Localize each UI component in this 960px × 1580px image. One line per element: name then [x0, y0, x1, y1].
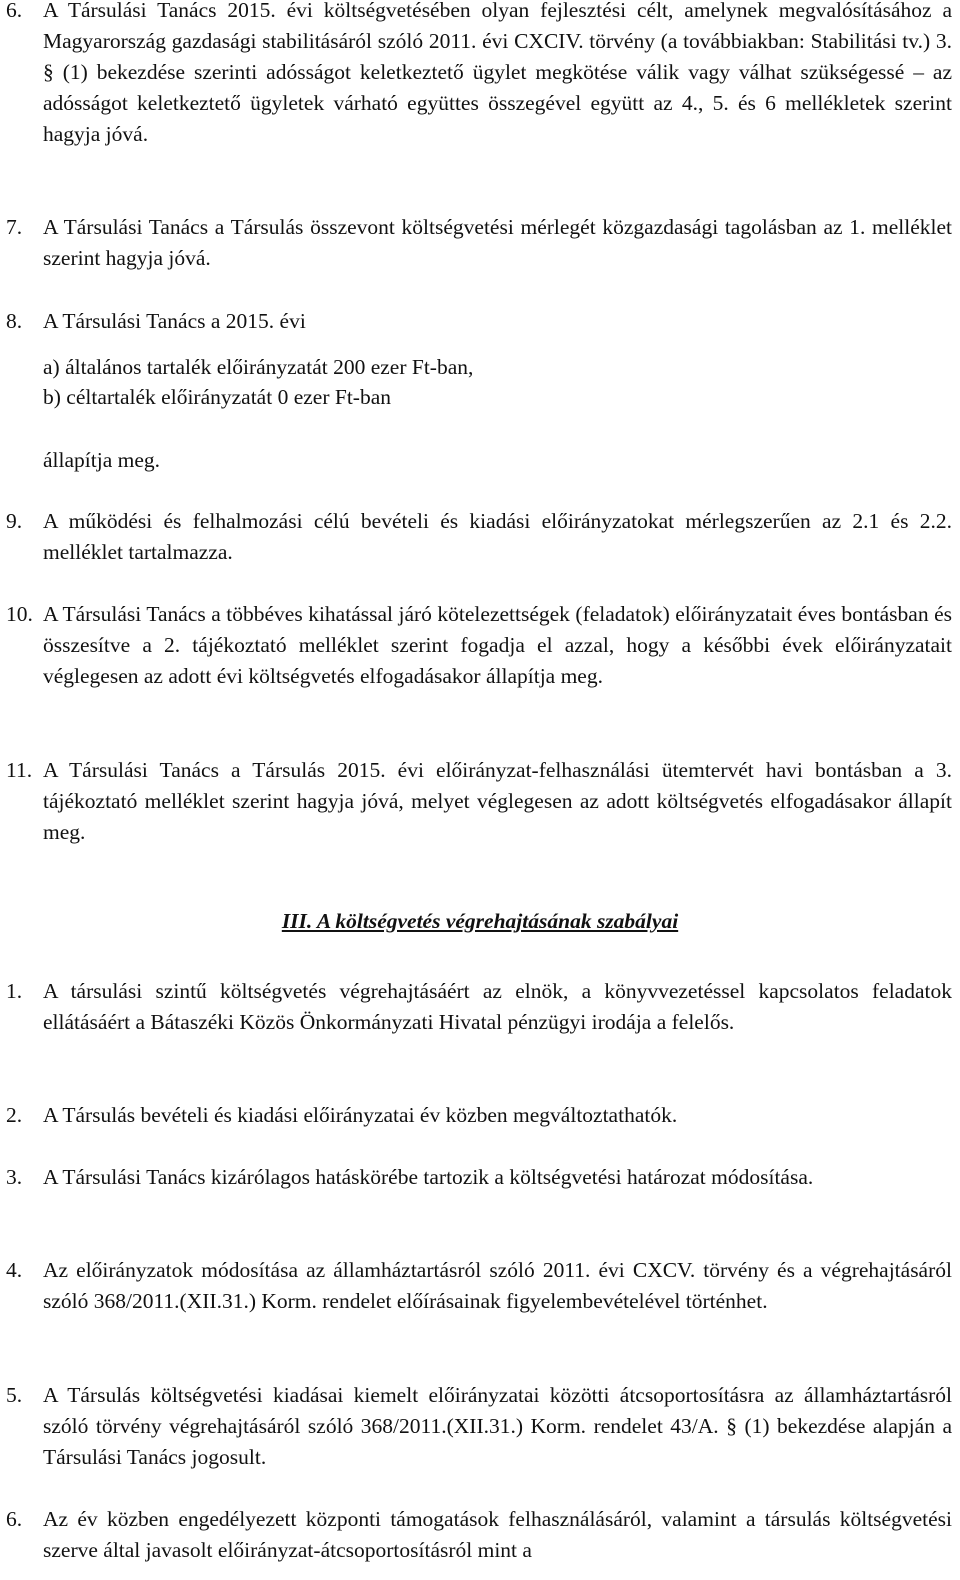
paragraph-number: 7. [6, 215, 23, 239]
paragraph-number: 6. [6, 0, 23, 22]
paragraph-text: A Társulás költségvetési kiadásai kiemelt előirányzatai közötti átcsoportosításra az államháztartásról szóló törvény végrehajtásáról szóló 368/2011.(XII.31.) Korm. rendelet 43/A. § (1) bekezdése alapján a Társulási Tanács jogosult. [43, 1383, 952, 1469]
paragraph-8-sub-b: b) céltartalék előirányzatát 0 ezer Ft-ban [43, 385, 391, 409]
paragraph-text: A Társulási Tanács kizárólagos hatáskörébe tartozik a költségvetési határozat módosítása. [43, 1165, 814, 1189]
paragraph-8-sub-a: a) általános tartalék előirányzatát 200 ezer Ft-ban, [43, 355, 474, 379]
paragraph-7 [6, 212, 952, 274]
paragraph-8 [6, 306, 952, 337]
paragraph-9 [6, 506, 952, 568]
paragraph-number: 3. [6, 1165, 23, 1189]
paragraph-number: 8. [6, 309, 23, 333]
rule-5 [6, 1380, 952, 1473]
paragraph-text: Az év közben engedélyezett központi támogatások felhasználásáról, valamint a társulás költségvetési szerve által javasolt előirányzat-átcsoportosításról mint a [43, 1507, 952, 1562]
paragraph-text: A Társulási Tanács 2015. évi költségvetésében olyan fejlesztési célt, amelynek megvalósításához a Magyarország gazdasági stabilitásáról szóló 2011. évi CXCIV. törvény (a továbbiakban: Stabilitási tv.) 3. § (1) bekezdése szerinti adósságot keletkeztető ügylet megkötése válik vagy válhat szükségessé – az adósságot keletkeztető ügyletek várható együttes összegével együtt az 4., 5. és 6 mellékletek szerint hagyja jóvá. [43, 0, 952, 146]
paragraph-text: A Társulás bevételi és kiadási előirányzatai év közben megváltoztathatók. [43, 1103, 678, 1127]
paragraph-text: A Társulási Tanács a Társulás összevont költségvetési mérlegét közgazdasági tagolásban az 1. melléklet szerint hagyja jóvá. [43, 215, 952, 270]
paragraph-text: A Társulási Tanács a többéves kihatással járó kötelezettségek (feladatok) előirányzatait éves bontásban és összesítve a 2. tájékoztató melléklet szerint fogadja el azzal, hogy a későbbi évek előirányzatait véglegesen az adott évi költségvetés elfogadásakor állapítja meg. [43, 602, 952, 688]
rule-3 [6, 1162, 952, 1193]
rule-2 [6, 1100, 952, 1131]
rule-4 [6, 1255, 952, 1317]
rule-6 [6, 1504, 952, 1566]
paragraph-number: 6. [6, 1507, 23, 1531]
paragraph-number: 4. [6, 1258, 23, 1282]
paragraph-text: A működési és felhalmozási célú bevételi és kiadási előirányzatokat mérlegszerűen az 2.1 és 2.2. melléklet tartalmazza. [43, 509, 952, 564]
paragraph-number: 1. [6, 979, 23, 1003]
paragraph-6 [6, 0, 952, 150]
paragraph-number: 5. [6, 1383, 23, 1407]
paragraph-number: 11. [6, 758, 33, 782]
section-heading: III. A költségvetés végrehajtásának szabályai [281, 909, 679, 933]
paragraph-text: A Társulási Tanács a Társulás 2015. évi előirányzat-felhasználási ütemtervét havi bontásban a 3. tájékoztató melléklet szerint hagyja jóvá, melyet véglegesen az adott költségvetés elfogadásakor állapít meg. [43, 758, 952, 844]
paragraph-number: 2. [6, 1103, 23, 1127]
rule-1 [6, 976, 952, 1038]
paragraph-number: 9. [6, 509, 23, 533]
paragraph-text: Az előirányzatok módosítása az államháztartásról szóló 2011. évi CXCV. törvény és a végrehajtásáról szóló 368/2011.(XII.31.) Korm. rendelet előírásainak figyelembevételével történhet. [43, 1258, 952, 1313]
paragraph-11 [6, 755, 952, 848]
paragraph-8-closing: állapítja meg. [43, 448, 161, 472]
paragraph-10 [6, 599, 952, 692]
paragraph-text: A Társulási Tanács a 2015. évi [43, 309, 306, 333]
paragraph-number: 10. [6, 602, 33, 626]
paragraph-text: A társulási szintű költségvetés végrehajtásáért az elnök, a könyvvezetéssel kapcsolatos feladatok ellátásáért a Bátaszéki Közös Önkormányzati Hivatal pénzügyi irodája a felelős. [43, 979, 952, 1034]
